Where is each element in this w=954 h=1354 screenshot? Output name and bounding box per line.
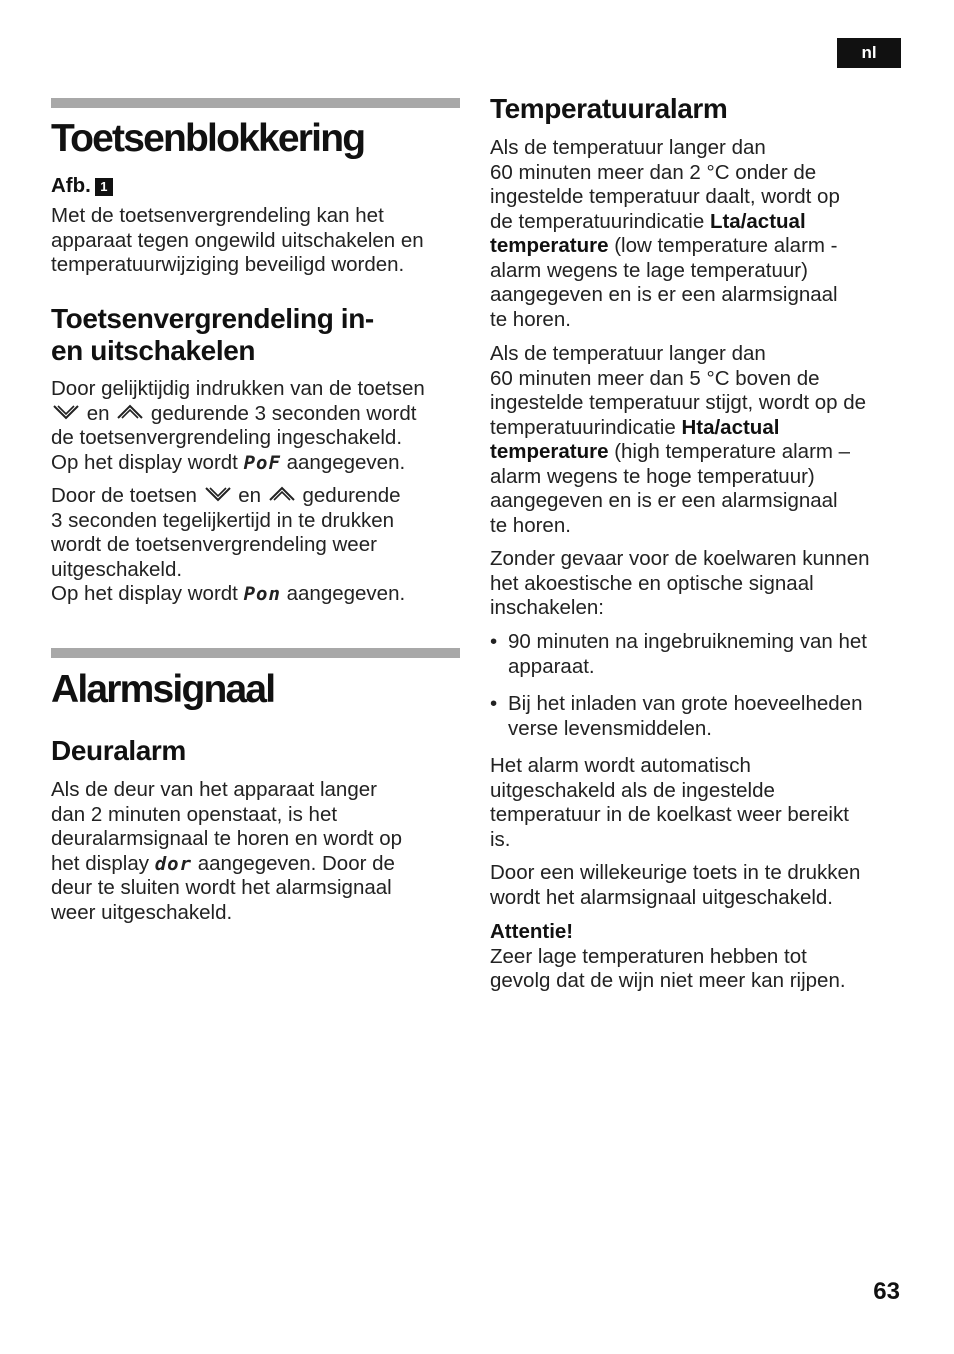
- list-item: [490, 692, 910, 741]
- chevron-up-key-icon: [115, 403, 145, 421]
- text-line: te horen.: [490, 513, 571, 537]
- indicator-label-hta: Hta/actual: [681, 415, 780, 439]
- text-line: uitgeschakeld als de ingestelde: [490, 778, 775, 802]
- language-badge: [837, 38, 901, 68]
- text-fragment: de temperatuurindicatie: [490, 209, 705, 233]
- auto-off-paragraph: [490, 754, 910, 852]
- text-line: 60 minuten meer dan 5 °C boven de: [490, 366, 820, 390]
- text-line: te horen.: [490, 307, 571, 331]
- text-fragment: Op het display wordt: [51, 450, 238, 474]
- text-fragment: aangegeven. Door de: [197, 851, 395, 875]
- attention-title: Attentie!: [490, 920, 574, 943]
- text-line: [490, 416, 910, 441]
- text-line: ingestelde temperatuur daalt, wordt op: [490, 185, 840, 208]
- text-line: [51, 582, 471, 607]
- text-line: inschakelen:: [490, 596, 604, 619]
- keylock-disable-paragraph: [51, 484, 471, 607]
- door-alarm-paragraph: [51, 778, 471, 925]
- display-code-pon: Pon: [243, 583, 281, 605]
- text-line: aangegeven en is er een alarmsignaal: [490, 489, 838, 512]
- text-line: is.: [490, 827, 511, 851]
- text-line: [490, 210, 910, 235]
- text-line: uitgeschakeld.: [51, 557, 183, 581]
- text-fragment: aangegeven.: [286, 450, 406, 474]
- display-code-dor: dor: [154, 852, 193, 875]
- keylock-enable-paragraph: [51, 377, 471, 475]
- text-line: Met de toetsenvergrendeling kan het: [51, 204, 384, 227]
- text-line: dan 2 minuten openstaat, is het: [51, 802, 338, 826]
- attention-note: [490, 920, 910, 994]
- text-fragment: aangegeven.: [286, 582, 406, 605]
- text-line: [51, 402, 471, 427]
- attention-heading: [490, 920, 910, 945]
- language-code: nl: [861, 43, 877, 62]
- text-line: wordt het alarmsignaal uitgeschakeld.: [490, 885, 833, 909]
- text-line: temperatuurwijziging beveiligd worden.: [51, 253, 405, 276]
- conjunction-text: en: [238, 484, 262, 507]
- text-line: Als de temperatuur langer dan: [490, 136, 766, 159]
- bullet-icon: •: [490, 692, 498, 715]
- display-code-pof: PoF: [243, 451, 281, 474]
- text-line: Bij het inladen van grote hoeveelheden: [508, 692, 863, 715]
- text-fragment: gedurende 3 seconden wordt: [150, 401, 417, 425]
- figure-label: Afb.: [51, 174, 91, 197]
- list-item: [490, 630, 910, 679]
- text-line: deuralarmsignaal te horen en wordt op: [51, 827, 402, 850]
- chevron-down-key-icon: [203, 485, 233, 503]
- subheading-line: en uitschakelen: [51, 335, 256, 366]
- text-line: temperatuur in de koelkast weer bereikt: [490, 803, 849, 826]
- chevron-up-key-icon: [267, 485, 297, 503]
- text-line: deur te sluiten wordt het alarmsignaal: [51, 876, 392, 899]
- subheading-line: Toetsenvergrendeling in-: [51, 303, 374, 334]
- text-line: de toetsenvergrendeling ingeschakeld.: [51, 426, 403, 449]
- figure-reference: [51, 174, 113, 199]
- text-line: aangegeven en is er een alarmsignaal: [490, 283, 838, 306]
- text-line: Als de temperatuur langer dan: [490, 342, 766, 365]
- text-fragment: temperatuurindicatie: [490, 415, 676, 439]
- text-fragment: Op het display wordt: [51, 582, 238, 605]
- text-line: apparaat tegen ongewild uitschakelen en: [51, 228, 424, 252]
- text-line: gevolg dat de wijn niet meer kan rijpen.: [490, 969, 846, 992]
- page-number: 63: [873, 1278, 900, 1305]
- text-fragment: het display: [51, 851, 150, 875]
- conjunction-text: en: [86, 401, 110, 425]
- subheading-temperatuuralarm: Temperatuuralarm: [490, 93, 728, 124]
- text-fragment: Door de toetsen: [51, 484, 197, 507]
- text-line: 60 minuten meer dan 2 °C onder de: [490, 160, 817, 184]
- section-title-toetsenblokkering: Toetsenblokkering: [51, 117, 365, 160]
- text-line: [51, 852, 471, 877]
- subheading-deuralarm: Deuralarm: [51, 735, 186, 766]
- high-temp-paragraph: [490, 342, 910, 538]
- text-line: weer uitgeschakeld.: [51, 900, 233, 924]
- subheading-keylock-toggle: [51, 303, 374, 367]
- text-line: alarm wegens te lage temperatuur): [490, 258, 808, 282]
- text-line: Als de deur van het apparaat langer: [51, 778, 377, 801]
- indicator-label-lta: Lta/actual: [709, 209, 806, 233]
- text-line: Zonder gevaar voor de koelwaren kunnen: [490, 547, 870, 570]
- indicator-label-temperature: temperature: [490, 440, 609, 463]
- text-line: alarm wegens te hoge temperatuur): [490, 464, 815, 488]
- text-line: verse levensmiddelen.: [508, 716, 712, 740]
- text-fragment: (low temperature alarm -: [614, 234, 838, 257]
- text-line: Door een willekeurige toets in te drukken: [490, 861, 861, 884]
- manual-off-paragraph: [490, 861, 910, 910]
- section-rule-top: [51, 98, 460, 108]
- low-temp-paragraph: [490, 136, 910, 332]
- section-title-alarmsignaal: Alarmsignaal: [51, 668, 275, 711]
- chevron-down-key-icon: [51, 403, 81, 421]
- text-line: wordt de toetsenvergrendeling weer: [51, 533, 377, 556]
- text-fragment: gedurende: [302, 484, 401, 507]
- section-rule-alarm: [51, 648, 460, 658]
- indicator-label-temperature: temperature: [490, 234, 609, 257]
- text-line: [490, 234, 910, 259]
- text-line: Zeer lage temperaturen hebben tot: [490, 944, 807, 968]
- bullet-icon: •: [490, 630, 498, 653]
- text-line: het akoestische en optische signaal: [490, 571, 814, 595]
- text-line: Het alarm wordt automatisch: [490, 754, 751, 777]
- text-line: [51, 451, 471, 476]
- text-line: [51, 484, 471, 509]
- figure-number: 1: [95, 178, 113, 196]
- text-line: 3 seconden tegelijkertijd in te drukken: [51, 508, 395, 532]
- signal-intro-paragraph: [490, 547, 910, 621]
- intro-paragraph: [51, 204, 461, 278]
- text-line: 90 minuten na ingebruikneming van het: [508, 630, 867, 653]
- text-line: apparaat.: [508, 654, 595, 678]
- text-fragment: (high temperature alarm –: [614, 440, 851, 463]
- text-line: Door gelijktijdig indrukken van de toetsen: [51, 377, 425, 400]
- text-line: ingestelde temperatuur stijgt, wordt op de: [490, 391, 867, 414]
- text-line: [490, 440, 910, 465]
